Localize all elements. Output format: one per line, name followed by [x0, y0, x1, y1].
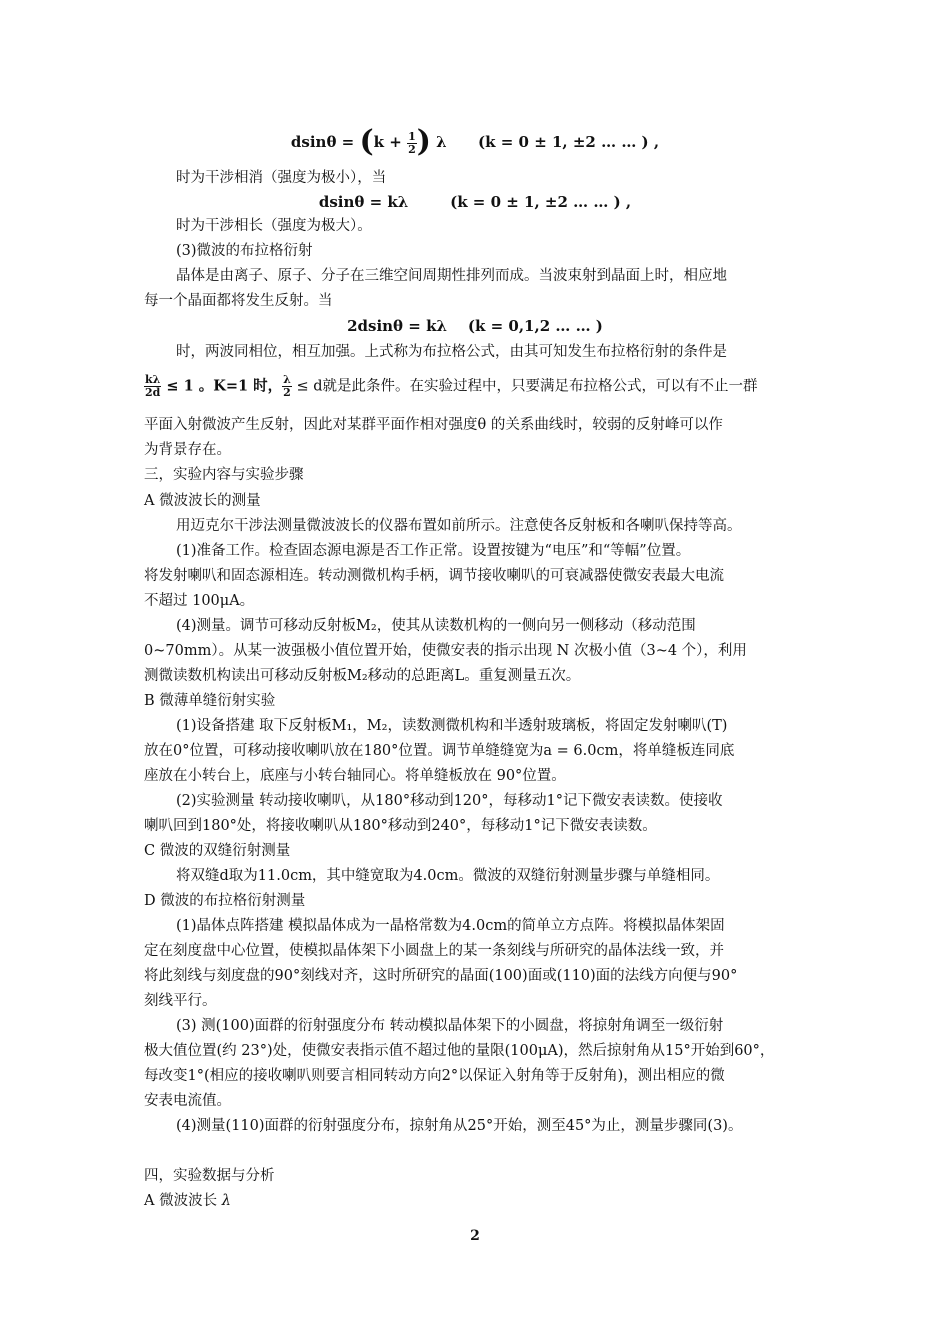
paragraph-line: 将此刻线与刻度盘的90°刻线对齐，这时所研究的晶面(100)面或(110)面的法线方向便与90°: [144, 968, 738, 984]
paragraph-line: 用迈克尔干涉法测量微波波长的仪器布置如前所示。注意使各反射板和各喇叭保持等高。: [176, 518, 742, 534]
formula-constructive: [0, 190, 950, 214]
section-heading: 四，实验数据与分析: [144, 1168, 275, 1184]
formula-main: dsinθ = kλ: [318, 193, 409, 211]
paragraph-line: 喇叭回到180°处，将接收喇叭从180°移动到240°，每移动1°记下微安表读数。: [144, 818, 657, 834]
subsection-heading: A 微波波长 λ: [144, 1193, 231, 1209]
paragraph-line: 将双缝d取为11.0cm，其中缝宽取为4.0cm。微波的双缝衍射测量步骤与单缝相同。: [176, 868, 720, 884]
paragraph-line: 平面入射微波产生反射，因此对某群平面作相对强度θ 的关系曲线时，较弱的反射峰可以作: [144, 417, 723, 433]
paragraph-line: 放在0°位置，可移动接收喇叭放在180°位置。调节单缝缝宽为a = 6.0cm，将单缝板连同底: [144, 743, 735, 759]
subsection-heading: C 微波的双缝衍射测量: [144, 843, 291, 859]
formula-destructive: dsinθ = (k + $\frac{1}{2}$ ) λ (k = 0 ± 1, ±2 … … ) ,: [290, 124, 660, 159]
formula-lambda: λ: [430, 133, 447, 151]
paragraph-line: (3) 测(100)面群的衍射强度分布 转动模拟晶体架下的小圆盘，将掠射角调至一级衍射: [176, 1018, 724, 1034]
paragraph-line: 测微读数机构读出可移动反射板M₂移动的总距离L。重复测量五次。: [144, 668, 581, 684]
paragraph-line: 为背景存在。: [144, 442, 231, 458]
paragraph-line: 安表电流值。: [144, 1093, 231, 1109]
subsection-heading: B 微薄单缝衍射实验: [144, 693, 276, 709]
paragraph-line: 晶体是由离子、原子、分子在三维空间周期性排列而成。当波束射到晶面上时，相应地: [176, 268, 727, 284]
paragraph-line: 时，两波同相位，相互加强。上式称为布拉格公式，由其可知发生布拉格衍射的条件是: [176, 344, 727, 360]
fraction-lambda-2: $\frac{\lambda}{2}$: [283, 373, 291, 399]
paragraph-line: (1)晶体点阵搭建 模拟晶体成为一晶格常数为4.0cm的简单立方点阵。将模拟晶体架固: [176, 918, 725, 934]
formula-k: k +: [373, 133, 408, 151]
subsection-heading: A 微波波长的测量: [144, 493, 261, 509]
paragraph-line: 定在刻度盘中心位置，使模拟晶体架下小圆盘上的某一条刻线与所研究的晶体法线一致，并: [144, 943, 724, 959]
paragraph-line-bragg-condition: $\frac{k\lambda}{2d}$ ≤ 1 。K=1 时， $\frac{\lambda}{2}$ ≤ d就是此条件。在实验过程中，只要满足布拉格公式，可以有不止一群: [144, 373, 758, 399]
formula-condition: (k = 0,1,2 … … ): [467, 317, 603, 335]
paragraph-line: 不超过 100μA。: [144, 593, 255, 609]
paragraph-line: (2)实验测量 转动接收喇叭，从180°移动到120°，每移动1°记下微安表读数。使接收: [176, 793, 723, 809]
paragraph-line: 极大值位置(约 23°)处，使微安表指示值不超过他的量限(100μA)，然后掠射角从15°开始到60°，: [144, 1043, 775, 1059]
formula-condition: (k = 0 ± 1, ±2 … … ) ,: [450, 193, 632, 211]
formula-bragg: [0, 314, 950, 338]
subsection-heading: D 微波的布拉格衍射测量: [144, 893, 306, 909]
page-number: 2: [470, 1228, 480, 1244]
fraction-klambda-2d: $\frac{k\lambda}{2d}$: [144, 373, 161, 399]
fraction-half: $\frac{1}{2}$: [408, 129, 416, 156]
paragraph-line: 座放在小转台上，底座与小转台轴同心。将单缝板放在 90°位置。: [144, 768, 566, 784]
paragraph-line: 0~70mm）。从某一波强极小值位置开始，使微安表的指示出现 N 次极小值（3~4 个），利用: [144, 643, 747, 659]
paragraph-line: 刻线平行。: [144, 993, 217, 1009]
formula-main: 2dsinθ = kλ: [347, 317, 447, 335]
section-heading: 三，实验内容与实验步骤: [144, 467, 304, 483]
paragraph-line: 每改变1°(相应的接收喇叭则要言相同转动方向2°以保证入射角等于反射角)，测出相应的微: [144, 1068, 725, 1084]
paragraph-line: 每一个晶面都将发生反射。当: [144, 293, 333, 309]
paragraph-line: (4)测量(110)面群的衍射强度分布，掠射角从25°开始，测至45°为止，测量步骤同(3)。: [176, 1118, 743, 1134]
lambda-symbol: λ: [221, 1193, 231, 1209]
section-heading: (3)微波的布拉格衍射: [176, 243, 313, 259]
paragraph-line: (1)设备搭建 取下反射板M₁，M₂，读数测微机构和半透射玻璃板，将固定发射喇叭(T): [176, 718, 728, 734]
paragraph-line: 时为干涉相消（强度为极小），当: [176, 170, 387, 186]
formula-condition: (k = 0 ± 1, ±2 … … ) ,: [478, 133, 660, 151]
formula-lhs: dsinθ =: [290, 133, 360, 151]
paragraph-line: (1)准备工作。检查固态源电源是否工作正常。设置按键为“电压”和“等幅”位置。: [176, 543, 691, 559]
paragraph-line: 时为干涉相长（强度为极大）。: [176, 218, 372, 234]
paragraph-line: 将发射喇叭和固态源相连。转动测微机构手柄，调节接收喇叭的可衰减器使微安表最大电流: [144, 568, 724, 584]
paragraph-line: (4)测量。调节可移动反射板M₂，使其从读数机构的一侧向另一侧移动（移动范围: [176, 618, 696, 634]
